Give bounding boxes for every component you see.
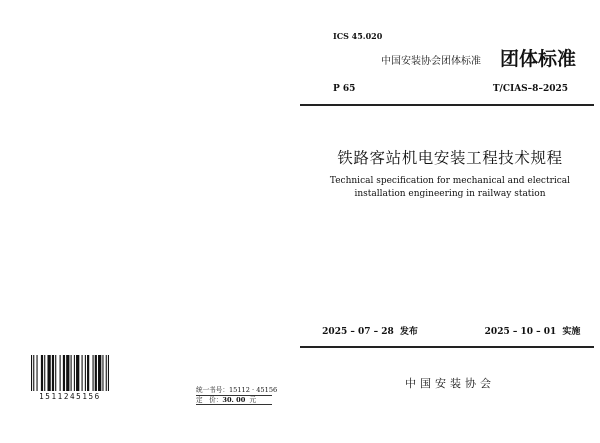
catalog-number [196, 387, 277, 394]
barcode-bar [36, 355, 37, 391]
publish-date-block [300, 324, 440, 337]
barcode-bar [60, 355, 61, 391]
barcode-bar [63, 355, 65, 391]
barcode-bar [76, 355, 79, 391]
barcode-bar [71, 355, 72, 391]
title-english [300, 175, 600, 201]
price-divider [196, 404, 272, 405]
barcode-bar [44, 355, 45, 391]
barcode-bar [52, 355, 54, 391]
title-chinese: 铁路客站机电安装工程技术规程 [337, 149, 563, 167]
barcode-bar [102, 355, 103, 391]
publish-date: 2025 – 07 – 28 [322, 327, 394, 337]
catalog-value: 15112 · 45156 [228, 386, 278, 394]
implement-date: 2025 – 10 – 01 [484, 327, 557, 337]
barcode-bar [31, 355, 32, 391]
publish-label: 发布 [399, 327, 418, 337]
bottom-rule [300, 346, 594, 348]
title-english-line-1: Technical specification for mechanical and electrical [329, 176, 571, 186]
title-english-line-2: installation engineering in railway station [354, 189, 546, 199]
price [196, 397, 256, 404]
barcode-icon [31, 355, 109, 391]
barcode-bar [74, 355, 75, 391]
ics-code: ICS 45.020 [333, 31, 383, 41]
barcode-bar [106, 355, 107, 391]
barcode-bar [108, 355, 109, 391]
barcode-bar [41, 355, 43, 391]
price-value: 30. 00 [222, 396, 246, 404]
barcode-bar [85, 355, 86, 391]
barcode-bar [55, 355, 56, 391]
implement-date-block [470, 324, 595, 337]
top-rule [300, 104, 594, 106]
barcode-bar [47, 355, 50, 391]
barcode-bar [98, 355, 101, 391]
classification-code: P 65 [333, 84, 356, 94]
price-unit: 元 [249, 396, 257, 404]
implement-label: 实施 [562, 327, 581, 337]
catalog-label: 统一书号： [196, 386, 229, 394]
barcode-bar [66, 355, 69, 391]
price-label: 定 价： [196, 396, 223, 404]
barcode-digits: 1511245156 [39, 392, 101, 401]
barcode-bar [95, 355, 97, 391]
barcode-bar [33, 355, 34, 391]
standard-category: 团体标准 [500, 48, 577, 70]
publisher: 中国安装协会 [405, 377, 495, 390]
barcode-bar [82, 355, 83, 391]
barcode-bar [93, 355, 94, 391]
standard-type: 中国安装协会团体标准 [381, 56, 481, 67]
standard-number: T/CIAS–8–2025 [492, 84, 568, 94]
barcode-bar [87, 355, 89, 391]
